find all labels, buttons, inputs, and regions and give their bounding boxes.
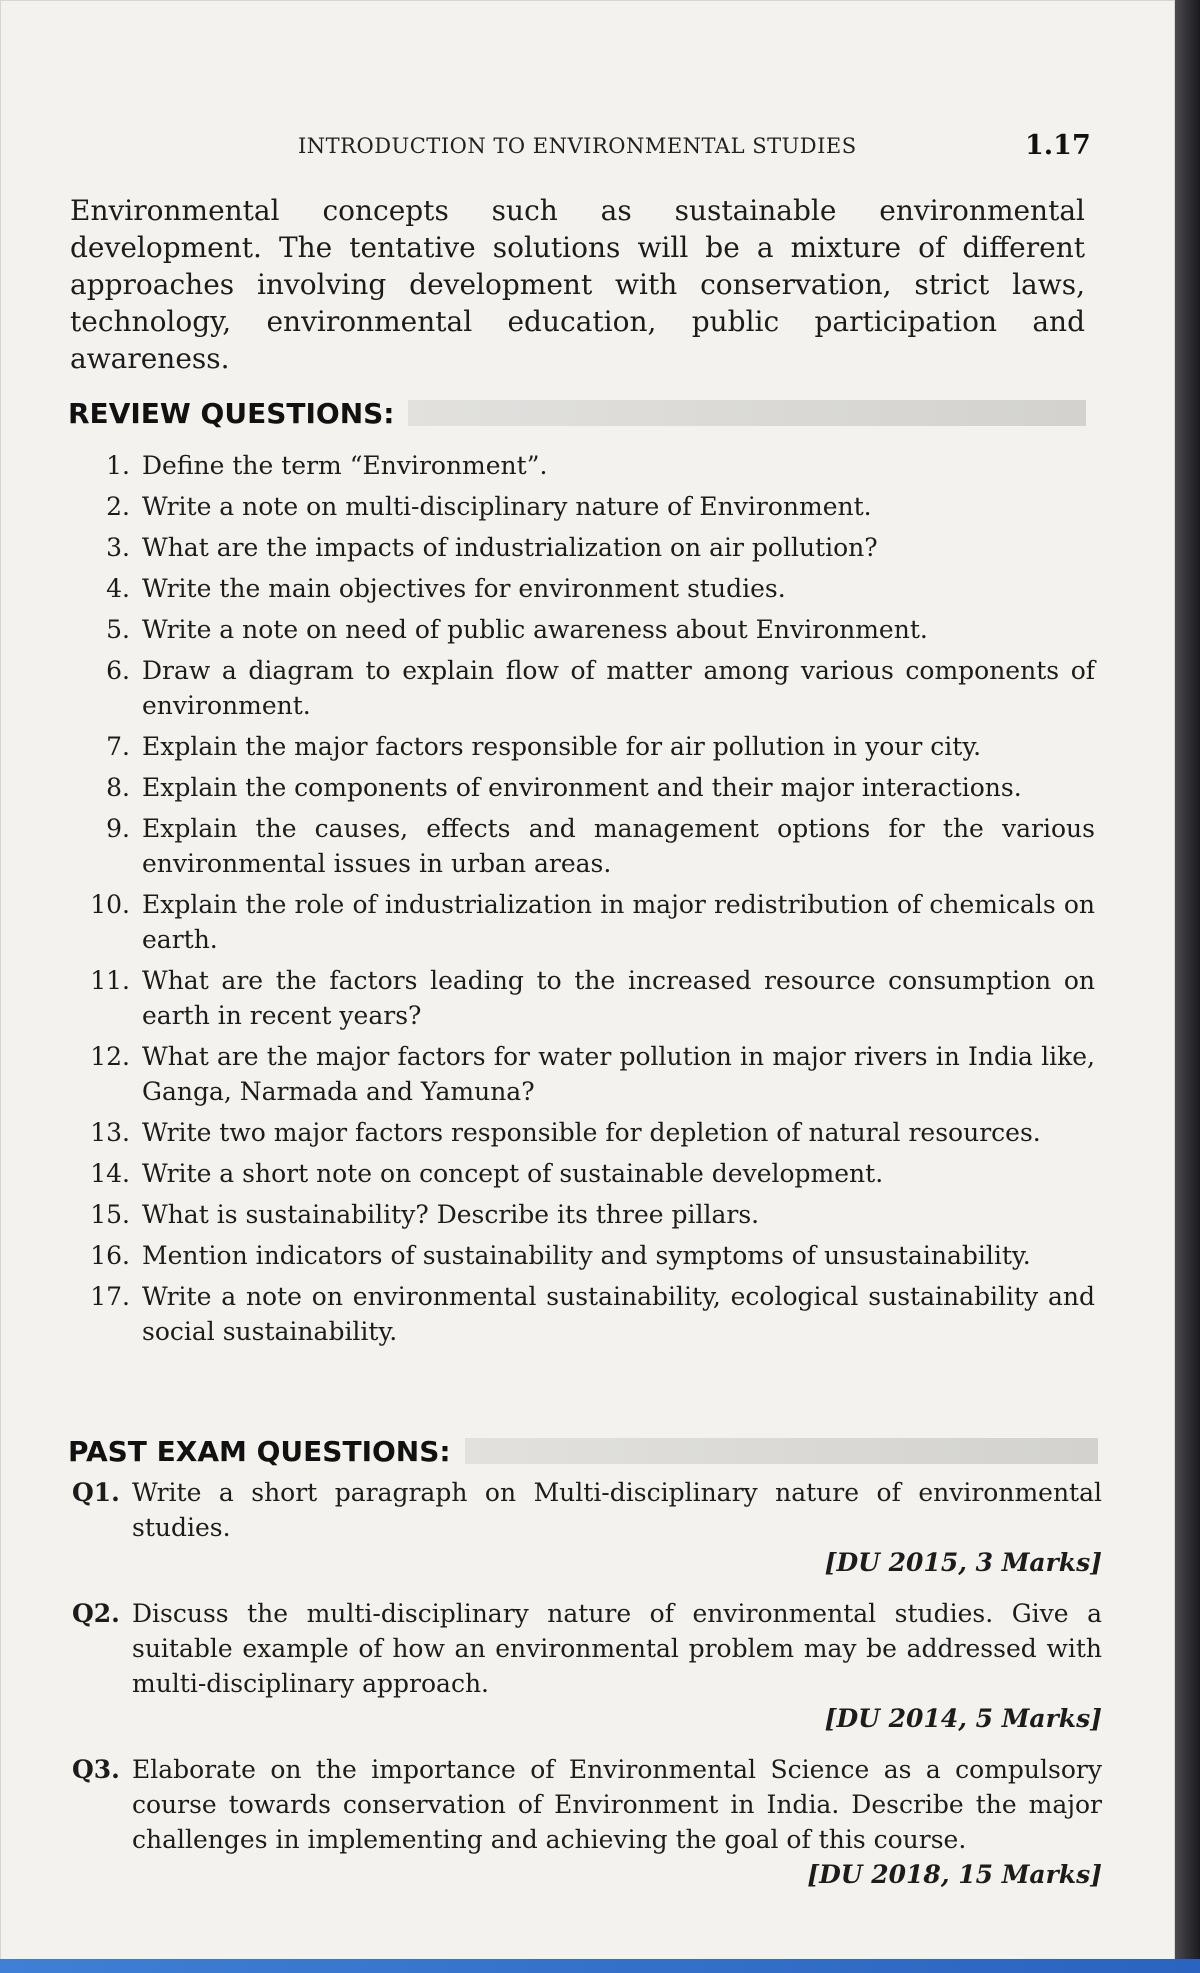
question-text: Explain the major factors responsible for air pollution in your city. — [142, 732, 982, 761]
past-exam-questions-heading — [68, 1428, 1098, 1474]
list-item — [72, 1596, 1102, 1736]
review-questions-heading — [68, 390, 1086, 436]
exam-source: [DU 2015, 3 Marks] — [824, 1548, 1102, 1577]
list-item — [80, 612, 1095, 647]
review-heading-label: REVIEW QUESTIONS: — [68, 396, 395, 430]
list-item — [80, 887, 1095, 957]
question-number: Q1. — [72, 1478, 120, 1507]
question-text: Write the main objectives for environment studies. — [142, 574, 786, 603]
question-text: Elaborate on the importance of Environmental Science as a compulsory course towards conservation of Environment in India. Describe the major challenges in implementing and achieving the goal of this course. — [132, 1755, 1102, 1854]
question-number: Q2. — [72, 1599, 120, 1628]
list-item — [80, 1156, 1095, 1191]
list-item — [80, 1238, 1095, 1273]
question-number: 4. — [106, 574, 130, 603]
list-item — [80, 1197, 1095, 1232]
list-item — [80, 811, 1095, 881]
page-number: 1.17 — [1025, 130, 1091, 161]
list-item — [80, 1039, 1095, 1109]
question-text: Explain the causes, effects and management options for the various environmental issues in urban areas. — [142, 814, 1095, 878]
list-item — [80, 530, 1095, 565]
list-item — [72, 1475, 1102, 1580]
list-item — [80, 963, 1095, 1033]
exam-source: [DU 2018, 15 Marks] — [807, 1860, 1102, 1889]
list-item — [80, 571, 1095, 606]
heading-shade-bar — [465, 1438, 1098, 1464]
past-exam-question-list — [72, 1475, 1102, 1908]
question-text: Discuss the multi-disciplinary nature of environmental studies. Give a suitable example of how an environmental problem may be addressed with multi-disciplinary approach. — [132, 1599, 1102, 1698]
question-text: Explain the role of industrialization in major redistribution of chemicals on earth. — [142, 890, 1095, 954]
page-header — [0, 130, 1100, 170]
heading-shade-bar — [408, 400, 1086, 426]
question-number: 17. — [90, 1282, 130, 1311]
question-body — [132, 1475, 1102, 1580]
question-text: Define the term “Environment”. — [142, 451, 548, 480]
question-number: 1. — [106, 451, 130, 480]
question-number: 10. — [90, 890, 130, 919]
question-number: 8. — [106, 773, 130, 802]
question-number: 7. — [106, 732, 130, 761]
question-number: 12. — [90, 1042, 130, 1071]
question-text: Write a note on multi-disciplinary nature of Environment. — [142, 492, 872, 521]
list-item — [80, 729, 1095, 764]
question-text: Mention indicators of sustainability and symptoms of unsustainability. — [142, 1241, 1031, 1270]
question-number: 13. — [90, 1118, 130, 1147]
question-number: 16. — [90, 1241, 130, 1270]
question-body — [132, 1596, 1102, 1736]
list-item — [80, 489, 1095, 524]
question-text: Write a short paragraph on Multi-disciplinary nature of environmental studies. — [132, 1478, 1102, 1542]
list-item — [80, 1115, 1095, 1150]
list-item — [80, 448, 1095, 483]
list-item — [80, 770, 1095, 805]
question-text: Write two major factors responsible for depletion of natural resources. — [142, 1118, 1041, 1147]
question-text: Explain the components of environment and their major interactions. — [142, 773, 1022, 802]
question-number: 2. — [106, 492, 130, 521]
question-number: 5. — [106, 615, 130, 644]
exam-source: [DU 2014, 5 Marks] — [824, 1704, 1102, 1733]
intro-paragraph: Environmental concepts such as sustainable environmental development. The tentative solutions will be a mixture of different approaches involving development with conservation, strict laws, technology, environmental education, public participation and awareness. — [70, 194, 1085, 375]
question-number: 11. — [90, 966, 130, 995]
page-edge-shadow — [1175, 0, 1200, 1973]
question-number: 14. — [90, 1159, 130, 1188]
question-text: What are the factors leading to the increased resource consumption on earth in recent years? — [142, 966, 1095, 1030]
question-text: Write a note on need of public awareness about Environment. — [142, 615, 928, 644]
question-number: 15. — [90, 1200, 130, 1229]
background-strip — [0, 1959, 1200, 1973]
list-item — [80, 1279, 1095, 1349]
question-number: 6. — [106, 656, 130, 685]
question-text: Write a short note on concept of sustainable development. — [142, 1159, 884, 1188]
review-question-list — [80, 448, 1095, 1355]
list-item — [72, 1752, 1102, 1892]
question-text: Draw a diagram to explain flow of matter among various components of environment. — [142, 656, 1095, 720]
running-head: INTRODUCTION TO ENVIRONMENTAL STUDIES — [298, 134, 857, 158]
question-text: What is sustainability? Describe its three pillars. — [142, 1200, 760, 1229]
question-text: Write a note on environmental sustainability, ecological sustainability and social sustainability. — [142, 1282, 1095, 1346]
question-number: 9. — [106, 814, 130, 843]
question-text: What are the major factors for water pollution in major rivers in India like, Ganga, Narmada and Yamuna? — [142, 1042, 1095, 1106]
question-number: 3. — [106, 533, 130, 562]
past-exam-heading-label: PAST EXAM QUESTIONS: — [68, 1434, 451, 1468]
list-item — [80, 653, 1095, 723]
question-number: Q3. — [72, 1755, 120, 1784]
question-body — [132, 1752, 1102, 1892]
question-text: What are the impacts of industrialization on air pollution? — [142, 533, 878, 562]
